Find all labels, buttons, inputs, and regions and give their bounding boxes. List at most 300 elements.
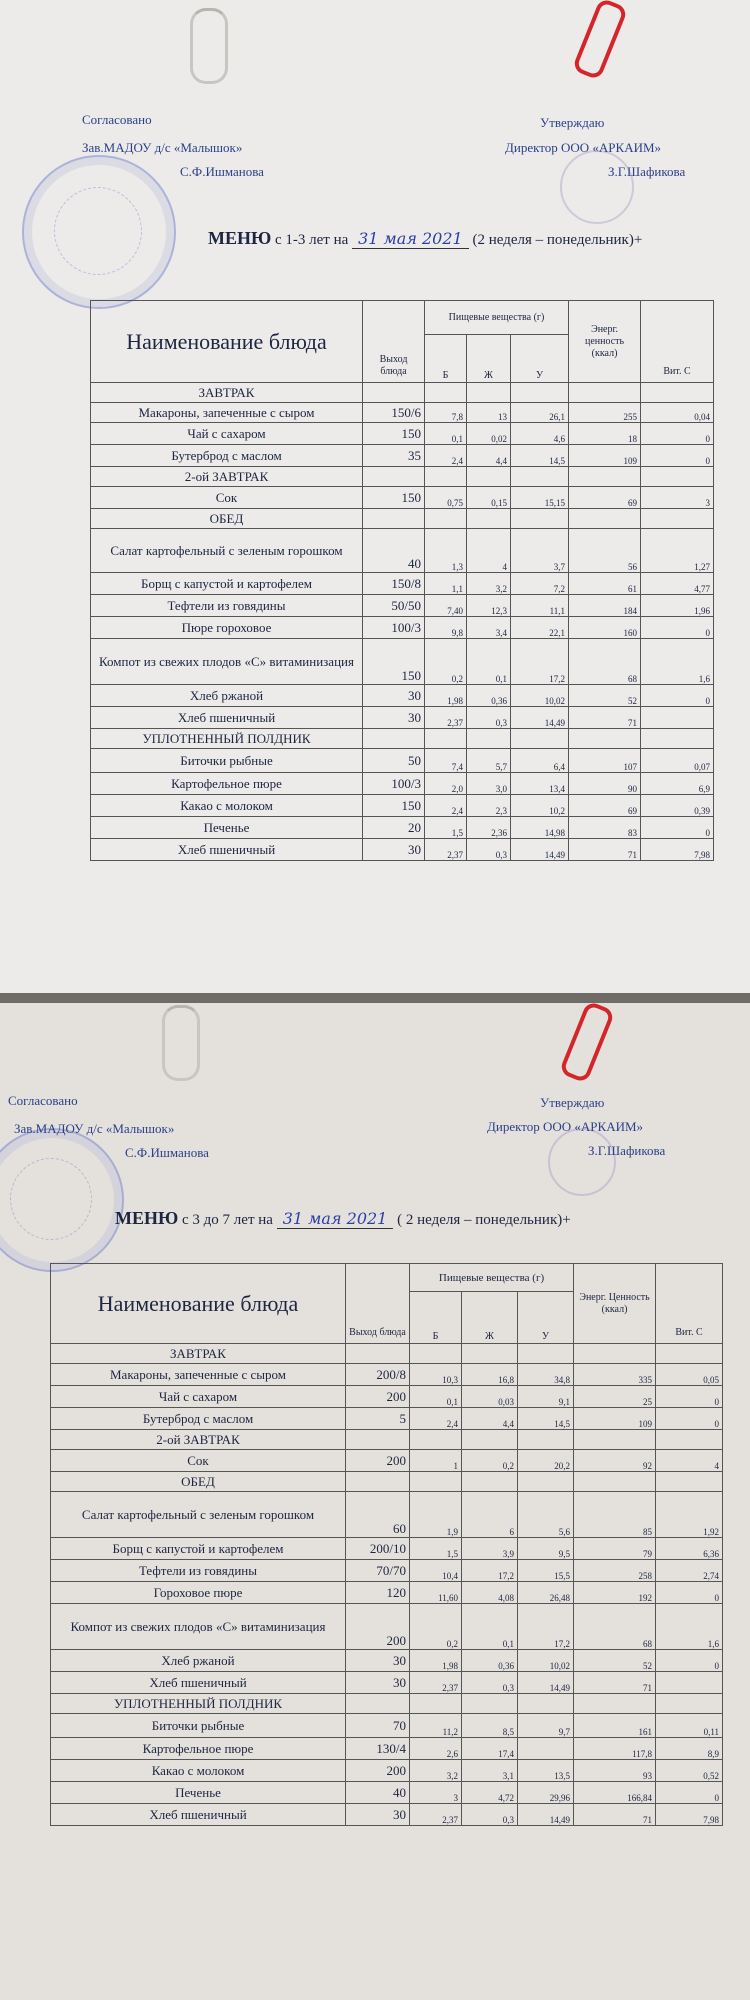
section-second-breakfast: 2-ой ЗАВТРАК <box>91 467 363 487</box>
table-cell: 1,9 <box>410 1492 462 1538</box>
table-cell: 3,0 <box>467 773 511 795</box>
table-cell: 0,02 <box>467 423 511 445</box>
table-cell: Какао с молоком <box>91 795 363 817</box>
table-cell: 0,07 <box>641 749 714 773</box>
table-cell: 26,48 <box>518 1582 574 1604</box>
table-cell: 3,1 <box>462 1760 518 1782</box>
table-cell: 10,4 <box>410 1560 462 1582</box>
table-cell <box>569 467 641 487</box>
table-cell: 18 <box>569 423 641 445</box>
table-row <box>51 1604 723 1650</box>
table-cell: 4,72 <box>462 1782 518 1804</box>
table-cell: 2,37 <box>410 1672 462 1694</box>
table-row <box>51 1386 723 1408</box>
table-cell: 2,37 <box>425 707 467 729</box>
table-cell: 17,2 <box>462 1560 518 1582</box>
table-cell: 9,5 <box>518 1538 574 1560</box>
table-row <box>51 1538 723 1560</box>
table-cell: 0,1 <box>467 639 511 685</box>
table-cell: 0,3 <box>467 839 511 861</box>
table-cell: 0,2 <box>425 639 467 685</box>
table-cell: 8,5 <box>462 1714 518 1738</box>
table-row <box>51 1450 723 1472</box>
table-cell <box>467 383 511 403</box>
handwritten-date: 31 мая 2021 <box>277 1209 394 1229</box>
table-cell: 120 <box>346 1582 410 1604</box>
table-cell: 0,05 <box>656 1364 723 1386</box>
table-cell: 200 <box>346 1760 410 1782</box>
table-cell: 200/10 <box>346 1538 410 1560</box>
table-cell: 13 <box>467 403 511 423</box>
table-cell: 14,98 <box>511 817 569 839</box>
table-cell <box>574 1430 656 1450</box>
table-cell: Хлеб пшеничный <box>91 839 363 861</box>
table-cell: 3 <box>641 487 714 509</box>
table-cell: 200 <box>346 1450 410 1472</box>
table-cell: 85 <box>574 1492 656 1538</box>
table-cell: 50 <box>363 749 425 773</box>
table-cell <box>518 1738 574 1760</box>
table-cell: 15,5 <box>518 1560 574 1582</box>
table-cell <box>363 467 425 487</box>
table-cell: 22,1 <box>511 617 569 639</box>
table-cell: 1 <box>410 1450 462 1472</box>
table-row <box>91 573 714 595</box>
table-cell: 71 <box>574 1672 656 1694</box>
col-header-vitc: Вит. С <box>656 1264 723 1344</box>
table-cell <box>425 729 467 749</box>
menu-title-part: (2 неделя – понедельник)+ <box>472 232 643 248</box>
table-cell: 15,15 <box>511 487 569 509</box>
table-cell: 0,15 <box>467 487 511 509</box>
table-cell: 150 <box>363 795 425 817</box>
table-cell: 150 <box>363 487 425 509</box>
table-cell: 10,02 <box>511 685 569 707</box>
table-row <box>91 773 714 795</box>
menu-title <box>208 228 642 249</box>
table-cell: 0,75 <box>425 487 467 509</box>
table-cell: 1,5 <box>425 817 467 839</box>
table-cell: 40 <box>363 529 425 573</box>
menu-table <box>50 1263 723 1826</box>
table-cell <box>656 1472 723 1492</box>
table-cell: 0 <box>656 1582 723 1604</box>
table-row <box>91 639 714 685</box>
table-cell: 29,96 <box>518 1782 574 1804</box>
table-cell: 30 <box>363 707 425 729</box>
table-cell <box>363 509 425 529</box>
table-cell: 0 <box>656 1782 723 1804</box>
table-cell <box>425 383 467 403</box>
table-cell: 1,98 <box>410 1650 462 1672</box>
table-cell: Какао с молоком <box>51 1760 346 1782</box>
table-cell <box>462 1430 518 1450</box>
table-cell <box>425 467 467 487</box>
table-cell: 150 <box>363 423 425 445</box>
table-cell <box>574 1472 656 1492</box>
approval-right-2: Директор ООО «АРКАИМ» <box>487 1119 644 1134</box>
table-cell: 1,27 <box>641 529 714 573</box>
paper-clip <box>190 8 228 84</box>
table-cell: 4,77 <box>641 573 714 595</box>
table-cell: Гороховое пюре <box>51 1582 346 1604</box>
sheet-divider <box>0 993 750 1003</box>
table-cell: Картофельное пюре <box>91 773 363 795</box>
table-cell: 2,74 <box>656 1560 723 1582</box>
menu-sheet-toddlers <box>0 0 750 993</box>
table-cell: 130/4 <box>346 1738 410 1760</box>
table-cell: Биточки рыбные <box>51 1714 346 1738</box>
table-cell: 3,2 <box>410 1760 462 1782</box>
table-cell <box>346 1694 410 1714</box>
table-row <box>91 595 714 617</box>
round-seal-stamp <box>22 155 176 309</box>
table-cell: Компот из свежих плодов «С» витаминизация <box>91 639 363 685</box>
table-cell: 0,11 <box>656 1714 723 1738</box>
red-pin <box>571 0 628 81</box>
table-row <box>91 617 714 639</box>
table-row <box>91 445 714 467</box>
table-cell: 14,5 <box>511 445 569 467</box>
table-cell: Бутерброд с маслом <box>51 1408 346 1430</box>
table-cell: 0 <box>656 1386 723 1408</box>
table-cell: 3,9 <box>462 1538 518 1560</box>
table-cell: 30 <box>346 1672 410 1694</box>
table-cell: Картофельное пюре <box>51 1738 346 1760</box>
table-cell <box>462 1344 518 1364</box>
table-cell: 14,49 <box>511 707 569 729</box>
table-cell: 7,98 <box>641 839 714 861</box>
table-cell: Борщ с капустой и картофелем <box>91 573 363 595</box>
menu-table <box>90 300 714 861</box>
handwritten-date: 31 мая 2021 <box>352 229 469 249</box>
table-cell <box>511 467 569 487</box>
table-cell: 30 <box>363 839 425 861</box>
table-row <box>91 839 714 861</box>
col-header-energy: Энерг. ценность (ккал) <box>569 301 641 383</box>
table-cell: 14,49 <box>518 1672 574 1694</box>
table-cell: 10,2 <box>511 795 569 817</box>
table-cell: 160 <box>569 617 641 639</box>
table-row <box>51 1264 723 1292</box>
table-cell <box>462 1694 518 1714</box>
section-breakfast: ЗАВТРАК <box>51 1344 346 1364</box>
table-cell: 0,36 <box>462 1650 518 1672</box>
table-cell: 192 <box>574 1582 656 1604</box>
table-cell <box>641 509 714 529</box>
table-row <box>91 301 714 335</box>
table-cell: 13,5 <box>518 1760 574 1782</box>
col-header-protein: Б <box>425 335 467 383</box>
table-cell: 1,5 <box>410 1538 462 1560</box>
section-second-breakfast: 2-ой ЗАВТРАК <box>51 1430 346 1450</box>
table-cell: 20 <box>363 817 425 839</box>
table-row <box>91 423 714 445</box>
table-row <box>51 1672 723 1694</box>
table-cell <box>511 383 569 403</box>
table-row <box>51 1582 723 1604</box>
col-header-fat: Ж <box>467 335 511 383</box>
table-row <box>91 383 714 403</box>
table-cell <box>346 1430 410 1450</box>
table-cell: 12,3 <box>467 595 511 617</box>
table-cell <box>410 1344 462 1364</box>
table-cell: 0 <box>641 423 714 445</box>
table-row <box>91 487 714 509</box>
table-cell: 70/70 <box>346 1560 410 1582</box>
approval-right-1: Утверждаю <box>540 1095 605 1110</box>
table-row <box>91 529 714 573</box>
table-row <box>51 1738 723 1760</box>
table-cell: 109 <box>569 445 641 467</box>
table-cell: 166,84 <box>574 1782 656 1804</box>
table-cell <box>518 1344 574 1364</box>
table-cell: 4,4 <box>467 445 511 467</box>
table-cell: 30 <box>346 1650 410 1672</box>
table-cell: Салат картофельный с зеленым горошком <box>91 529 363 573</box>
table-row <box>51 1364 723 1386</box>
col-header-output: Выход блюда <box>363 301 425 383</box>
table-cell: 0,2 <box>462 1450 518 1472</box>
col-header-fat: Ж <box>462 1292 518 1344</box>
table-cell: 83 <box>569 817 641 839</box>
table-cell: 255 <box>569 403 641 423</box>
table-cell: 61 <box>569 573 641 595</box>
table-cell: Сок <box>51 1450 346 1472</box>
table-cell: 0 <box>656 1408 723 1430</box>
table-cell <box>467 729 511 749</box>
table-cell <box>410 1694 462 1714</box>
table-cell: 100/3 <box>363 617 425 639</box>
table-cell: 1,6 <box>656 1604 723 1650</box>
menu-title-part: МЕНЮ <box>115 1208 179 1228</box>
table-cell: 1,1 <box>425 573 467 595</box>
table-cell: 69 <box>569 487 641 509</box>
table-cell: 7,40 <box>425 595 467 617</box>
table-cell: Макароны, запеченные с сыром <box>91 403 363 423</box>
table-cell: 14,49 <box>518 1804 574 1826</box>
table-cell: 10,02 <box>518 1650 574 1672</box>
table-cell: 30 <box>346 1804 410 1826</box>
table-cell: 11,60 <box>410 1582 462 1604</box>
table-cell: 5,6 <box>518 1492 574 1538</box>
seal-stamp-right <box>548 1128 616 1196</box>
table-cell: 0 <box>641 685 714 707</box>
table-cell: 1,96 <box>641 595 714 617</box>
table-cell <box>656 1672 723 1694</box>
table-cell: 17,2 <box>518 1604 574 1650</box>
menu-title <box>115 1208 571 1229</box>
approval-left-3: С.Ф.Ишманова <box>180 164 264 179</box>
table-cell: 109 <box>574 1408 656 1430</box>
table-cell: 0 <box>656 1650 723 1672</box>
table-cell: Компот из свежих плодов «С» витаминизация <box>51 1604 346 1650</box>
table-cell: 68 <box>574 1604 656 1650</box>
table-cell: Печенье <box>51 1782 346 1804</box>
section-afternoon-snack: УПЛОТНЕННЫЙ ПОЛДНИК <box>91 729 363 749</box>
table-cell: 5 <box>346 1408 410 1430</box>
approval-right-1: Утверждаю <box>540 115 605 130</box>
table-row <box>91 817 714 839</box>
table-cell: 6,4 <box>511 749 569 773</box>
table-cell: 0,2 <box>410 1604 462 1650</box>
table-cell: 100/3 <box>363 773 425 795</box>
table-cell <box>511 729 569 749</box>
col-header-vitc: Вит. С <box>641 301 714 383</box>
table-cell: 56 <box>569 529 641 573</box>
table-cell: 7,98 <box>656 1804 723 1826</box>
table-cell: 2,4 <box>425 445 467 467</box>
table-cell: 7,8 <box>425 403 467 423</box>
approval-right-3: З.Г.Шафикова <box>608 164 686 179</box>
table-cell <box>574 1344 656 1364</box>
table-cell: 1,98 <box>425 685 467 707</box>
table-row <box>51 1804 723 1826</box>
table-cell <box>467 509 511 529</box>
table-cell <box>569 509 641 529</box>
table-cell <box>425 509 467 529</box>
table-cell: 7,2 <box>511 573 569 595</box>
approval-left-3: С.Ф.Ишманова <box>125 1145 209 1160</box>
table-row <box>51 1408 723 1430</box>
red-pin <box>558 1003 615 1084</box>
table-cell: 90 <box>569 773 641 795</box>
table-cell: 117,8 <box>574 1738 656 1760</box>
approval-left-2: Зав.МАДОУ д/с «Малышок» <box>82 140 243 155</box>
table-row <box>51 1344 723 1364</box>
table-cell: 3,2 <box>467 573 511 595</box>
table-cell: 2,4 <box>425 795 467 817</box>
table-cell: 6,36 <box>656 1538 723 1560</box>
table-cell: 0,1 <box>425 423 467 445</box>
table-cell: Борщ с капустой и картофелем <box>51 1538 346 1560</box>
table-cell: 0,39 <box>641 795 714 817</box>
table-cell: 71 <box>574 1804 656 1826</box>
section-lunch: ОБЕД <box>91 509 363 529</box>
table-cell <box>363 729 425 749</box>
table-cell: Биточки рыбные <box>91 749 363 773</box>
table-cell <box>346 1472 410 1492</box>
table-row <box>91 749 714 773</box>
table-cell <box>641 707 714 729</box>
table-cell: 3 <box>410 1782 462 1804</box>
table-cell: 69 <box>569 795 641 817</box>
table-cell: Хлеб пшеничный <box>51 1804 346 1826</box>
table-cell: 10,3 <box>410 1364 462 1386</box>
table-row <box>51 1782 723 1804</box>
table-row <box>51 1694 723 1714</box>
table-cell: 9,8 <box>425 617 467 639</box>
table-cell: 0,3 <box>462 1804 518 1826</box>
table-row <box>51 1560 723 1582</box>
table-cell <box>467 467 511 487</box>
table-cell: 0,3 <box>467 707 511 729</box>
table-row <box>91 729 714 749</box>
table-cell: 6 <box>462 1492 518 1538</box>
table-cell: 26,1 <box>511 403 569 423</box>
table-row <box>51 1430 723 1450</box>
table-cell: 0,1 <box>462 1604 518 1650</box>
table-cell: 2,0 <box>425 773 467 795</box>
table-cell: 71 <box>569 839 641 861</box>
table-cell: 258 <box>574 1560 656 1582</box>
table-cell <box>346 1344 410 1364</box>
table-cell: 52 <box>569 685 641 707</box>
table-cell: 14,49 <box>511 839 569 861</box>
table-cell: 1,6 <box>641 639 714 685</box>
table-cell <box>363 383 425 403</box>
table-cell: 60 <box>346 1492 410 1538</box>
table-cell: 0 <box>641 817 714 839</box>
approval-right-2: Директор ООО «АРКАИМ» <box>505 140 662 155</box>
table-row <box>91 509 714 529</box>
table-cell: 0 <box>641 617 714 639</box>
table-cell: 8,9 <box>656 1738 723 1760</box>
table-cell: 3,7 <box>511 529 569 573</box>
table-cell: 150 <box>363 639 425 685</box>
table-row <box>91 795 714 817</box>
table-cell: 68 <box>569 639 641 685</box>
seal-stamp-right <box>560 150 634 224</box>
table-cell <box>656 1694 723 1714</box>
table-cell: 2,37 <box>425 839 467 861</box>
table-cell: 150/8 <box>363 573 425 595</box>
table-cell: 40 <box>346 1782 410 1804</box>
table-cell <box>574 1694 656 1714</box>
table-cell: 70 <box>346 1714 410 1738</box>
menu-title-part: МЕНЮ <box>208 228 272 248</box>
table-cell: 0,52 <box>656 1760 723 1782</box>
table-cell: 50/50 <box>363 595 425 617</box>
table-cell: 6,9 <box>641 773 714 795</box>
table-cell: 1,3 <box>425 529 467 573</box>
table-cell: Хлеб пшеничный <box>51 1672 346 1694</box>
table-cell <box>518 1472 574 1492</box>
table-cell: 3,4 <box>467 617 511 639</box>
approval-left-1: Согласовано <box>82 112 152 127</box>
table-cell: 71 <box>569 707 641 729</box>
table-cell: 2,37 <box>410 1804 462 1826</box>
table-cell: Тефтели из говядины <box>91 595 363 617</box>
table-cell: Макароны, запеченные с сыром <box>51 1364 346 1386</box>
col-header-carbs: У <box>518 1292 574 1344</box>
table-cell: 16,8 <box>462 1364 518 1386</box>
table-cell: 34,8 <box>518 1364 574 1386</box>
table-cell: 11,2 <box>410 1714 462 1738</box>
menu-title-part: ( 2 неделя – понедельник)+ <box>397 1212 571 1228</box>
table-cell: Хлеб пшеничный <box>91 707 363 729</box>
table-cell: Хлеб ржаной <box>91 685 363 707</box>
table-row <box>51 1714 723 1738</box>
table-cell: 1,92 <box>656 1492 723 1538</box>
table-cell: 52 <box>574 1650 656 1672</box>
table-cell: 4 <box>656 1450 723 1472</box>
table-cell: 7,4 <box>425 749 467 773</box>
table-cell: 17,2 <box>511 639 569 685</box>
table-cell: 25 <box>574 1386 656 1408</box>
table-cell <box>462 1472 518 1492</box>
table-cell <box>569 729 641 749</box>
table-cell: 200 <box>346 1604 410 1650</box>
table-cell: Салат картофельный с зеленым горошком <box>51 1492 346 1538</box>
table-cell <box>641 467 714 487</box>
table-cell <box>641 383 714 403</box>
table-cell: 4,6 <box>511 423 569 445</box>
menu-sheet-preschool <box>0 1003 750 2000</box>
section-afternoon-snack: УПЛОТНЕННЫЙ ПОЛДНИК <box>51 1694 346 1714</box>
table-cell <box>410 1472 462 1492</box>
table-cell: 4 <box>467 529 511 573</box>
